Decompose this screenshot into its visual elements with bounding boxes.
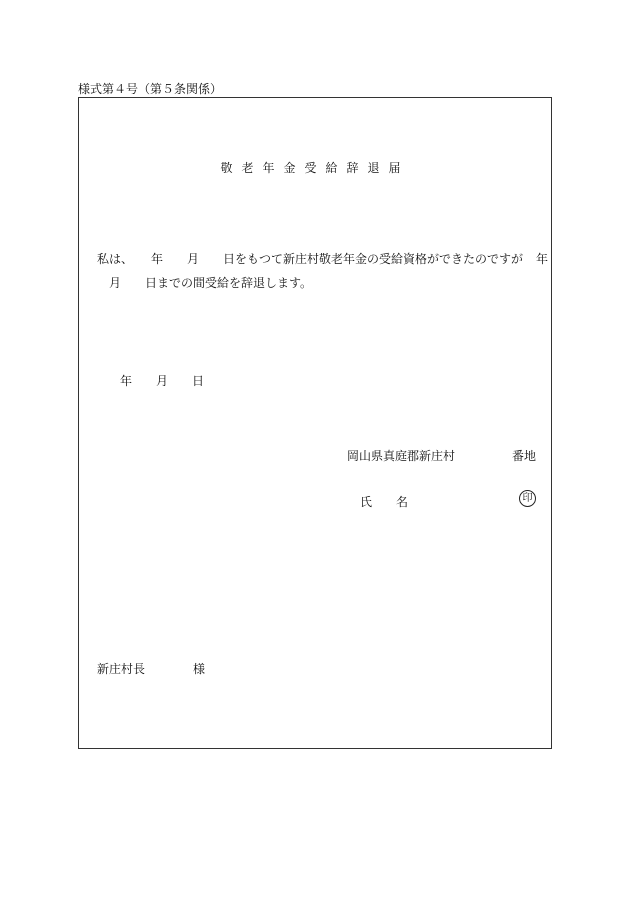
statement-line-1-end: 年 bbox=[535, 252, 548, 266]
form-frame bbox=[78, 97, 552, 749]
name-label: 氏 名 bbox=[360, 495, 409, 509]
date-line: 年 月 日 bbox=[120, 374, 205, 388]
document-title: 敬老年金受給辞退届 bbox=[220, 161, 410, 175]
form-number: 様式第４号（第５条関係） bbox=[78, 82, 223, 96]
statement-line-1: 私は、 年 月 日をもつて新庄村敬老年金の受給資格ができたのですが bbox=[97, 252, 524, 266]
seal-mark: 印 bbox=[519, 490, 536, 507]
statement-line-2: 月 日までの間受給を辞退します。 bbox=[109, 276, 313, 290]
address-prefix: 岡山県真庭郡新庄村 bbox=[347, 449, 456, 463]
addressee: 新庄村長 様 bbox=[97, 662, 206, 676]
address-suffix: 番地 bbox=[511, 449, 536, 463]
